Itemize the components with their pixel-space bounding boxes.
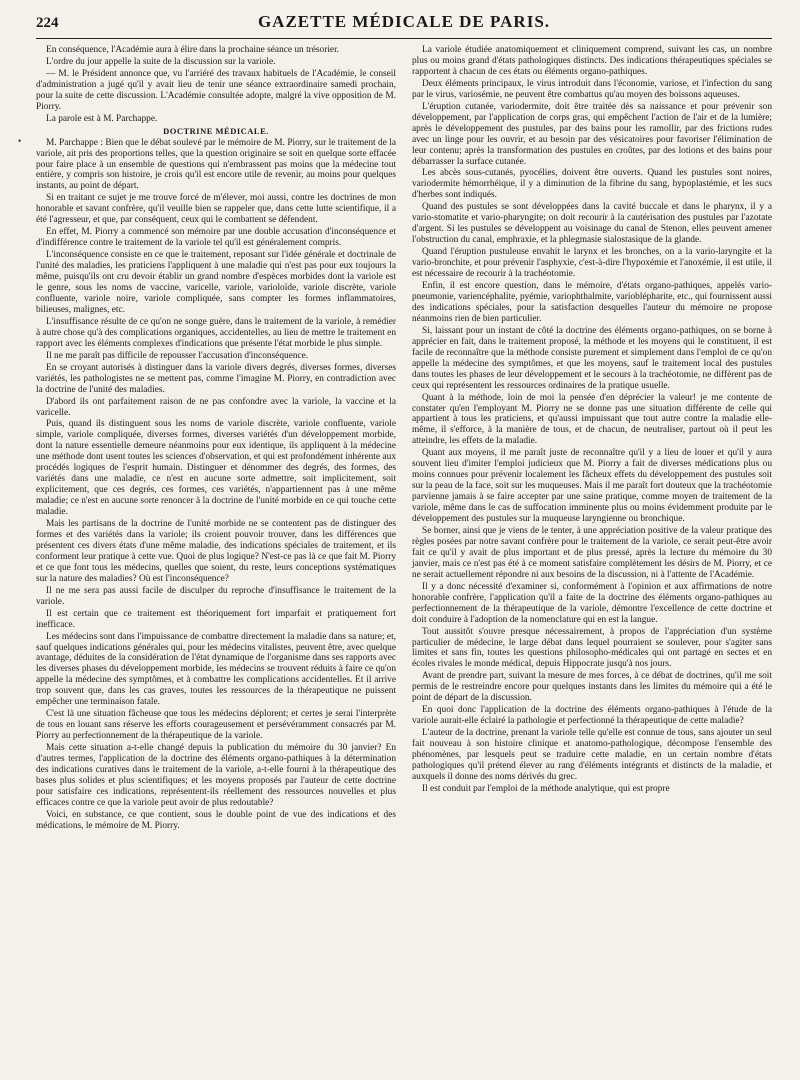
paragraph: Voici, en substance, ce que contient, sous le double point de vue des indications et des médications, le mémoire de M. Piorry. xyxy=(36,809,396,831)
paragraph: Deux éléments principaux, le virus introduit dans l'économie, variose, et l'infection du sang par le virus, variosémie, ne peuvent être combattus qu'au moyen des boissons aqueuses. xyxy=(412,78,772,100)
paragraph: D'abord ils ont parfaitement raison de ne pas confondre avec la variole, la vaccine et la varicelle. xyxy=(36,396,396,418)
paragraph: Si en traitant ce sujet je me trouve forcé de m'élever, moi aussi, contre les doctrines de mon honorable et savant confrère, qu'il veuille bien se rappeler que, dans cette lutte scientifique, il a été l'agresseur, et que, par conséquent, ceux qui le combattent se défendent. xyxy=(36,193,396,226)
paragraph: Il ne me paraît pas difficile de repousser l'accusation d'inconséquence. xyxy=(46,350,309,361)
paragraph: Les abcès sous-cutanés, pyocélies, doivent être ouverts. Quand les pustules sont noires, variodermite hémorrhéique, il y a diminution de la fibrine du sang, hypoplastémie, et les sucs d'herbes sont indiqués. xyxy=(412,168,772,201)
paragraph: Se borner, ainsi que je viens de le tenter, à une appréciation positive de la valeur pratique des règles posées par notre savant confrère pour le traitement de la variole, ce serait peut-être avoir fait ce qu'il y avait de plus important et de plus pressé, après la lecture du mémoire du 30 janvier, mais ce n'est pas été à ce moment satisfaire complètement les désirs de M. Piorry, et ce ne serait actuellement répondre ni aux besoins de la discussion, ni à l'attente de l'Académie. xyxy=(412,525,772,580)
paragraph: Si, laissant pour un instant de côté la doctrine des éléments organo-pathiques, on se borne à apprécier en fait, dans le traitement proposé, la méthode et les moyens qui le constituent, il est facile de reconnaître que la méthode consiste purement et simplement dans l'emploi de ce qu'on appelle la médecine des symptômes, et que les moyens, sauf le traitement local des pustules dans toutes les phases de leur développement et le secours à la trachéotomie, ne diffèrent pas de ceux qui représentent les ressources ordinaires de la pratique usuelle. xyxy=(412,325,772,391)
paragraph: L'ordre du jour appelle la suite de la discussion sur la variole. xyxy=(46,56,276,67)
margin-bullet: • xyxy=(18,136,22,146)
paragraph: La variole étudiée anatomiquement et cliniquement comprend, suivant les cas, un nombre plus ou moins grand d'états pathologiques distincts. Des indications thérapeutiques spéciales se rapportent à chacun de ces états ou éléments organo-pathiques. xyxy=(412,45,772,77)
paragraph: Puis, quand ils distinguent sous les noms de variole discrète, variole confluente, variole simple, variole compliquée, diverses formes, diverses variétés d'un développement morbide, dont la nature essentielle demeure néanmoins pour eux identique, ils appliquent à la médecine une méthode dont usent toutes les sciences d'observation, et qui est profondément inhérente aux procédés logiques de l'esprit humain. Distinguer et dénommer des degrés, des formes, des variétés dans une maladie, ce n'est en aucune sorte admettre, soit implicitement, soit explicitement, que ces degrés, ces formes, ces variétés, n'appartiennent pas à une même maladie; ce n'est en aucune sorte renoncer à la doctrine de l'unité morbide en ce qui touche cette maladie. xyxy=(36,419,396,518)
right-column xyxy=(412,45,772,833)
paragraph: Quant à la méthode, loin de moi la pensée d'en déprécier la valeur! je me contente de constater qu'en l'employant M. Piorry ne se donne pas une situation différente de celle qui appartient à tous les praticiens, et qu'aussi impuissant que tout autre contre la maladie elle-même, il s'efforce, à la manière de tous, et de chacun, de neutraliser, partout où il peut les atteindre, les effets de la maladie. xyxy=(412,392,772,447)
paragraph: Il y a donc nécessité d'examiner si, conformément à l'opinion et aux affirmations de notre honorable confrère, l'application qu'il a faite de la doctrine des éléments organo-pathiques au perfectionnement de la thérapeutique de la variole, démontre l'excellence de cette doctrine et doit conduire à l'adoption de la nomenclature qui en est la langue. xyxy=(412,581,772,625)
paragraph: Quand l'éruption pustuleuse envahit le larynx et les bronches, on a la vario-laryngite et la vario-bronchite, et pour prévenir l'asphyxie, c'est-à-dire l'hypoxémie et l'anoxémie, il est utile, il est nécessaire de recourir à la trachéotomie. xyxy=(412,247,772,280)
paragraph: M. Parchappe : Bien que le débat soulevé par le mémoire de M. Piorry, sur le traitement de la variole, ait pris des proportions telles, que la question originaire se soit en quelque sorte effacée pour faire place à un ensemble de questions qui n'embrassent pas moins que la médecine tout entière, y compris son histoire, je crois qu'il est encore utile de revenir, au moins pour quelques instants, au point de départ. xyxy=(36,137,396,192)
left-column xyxy=(36,45,396,833)
paragraph: Il ne me sera pas aussi facile de disculper du reproche d'insuffisance le traitement de la variole. xyxy=(36,585,396,607)
paragraph: Avant de prendre part, suivant la mesure de mes forces, à ce débat de doctrines, qu'il me soit permis de le restreindre encore pour quelques instants dans les limites du mémoire qui a été le point de départ de la discussion. xyxy=(412,671,772,704)
paragraph: Quand des pustules se sont développées dans la cavité buccale et dans le pharynx, il y a vario-stomatite et vario-pharyngite; on doit recourir à la cautérisation des pustules par l'azotate d'argent. Si les pustules se développent au voisinage du canal de Stenon, elles peuvent amener l'obstruction du canal, emphraxie, et la phlegmasie sialostasique de la glande. xyxy=(412,202,772,246)
paragraph: Mais cette situation a-t-elle changé depuis la publication du mémoire du 30 janvier? En d'autres termes, l'application de la doctrine des éléments organo-pathiques à la détermination des indications curatives dans le traitement de la variole, a-t-elle fourni à la thérapeutique des bases plus solides et plus scientifiques; et les moyens proposés par l'auteur de cette doctrine pour satisfaire ces indications, représentent-ils réellement des ressources nouvelles et plus efficaces contre ce que la variole peut avoir de plus redoutable? xyxy=(36,743,396,808)
page-header xyxy=(36,12,772,39)
paragraph: En se croyant autorisés à distinguer dans la variole divers degrés, diverses formes, diverses variétés, les pathologistes ne se mettent pas, comme l'imagine M. Piorry, en contradiction avec la doctrine de l'unité des maladies. xyxy=(36,362,396,395)
paragraph: Enfin, il est encore question, dans le mémoire, d'états organo-pathiques, appelés vario-pneumonie, variencéphalite, pyémie, variophthalmite, varioblépharite, etc., qui fournissent aussi des indications spéciales, pour la satisfaction desquelles l'auteur du mémoire ne propose néanmoins rien de bien particulier. xyxy=(412,281,772,324)
paragraph: La parole est à M. Parchappe. xyxy=(46,113,158,124)
paragraph: En conséquence, l'Académie aura à élire dans la prochaine séance un trésorier. xyxy=(46,45,340,55)
paragraph: Tout aussitôt s'ouvre presque nécessairement, à propos de l'appréciation d'un système particulier de médecine, le large débat dans lequel pourraient se soulever, pour s'agiter sans limites et sans fin, toutes les questions philosopho-médicales qui ont partagé en sectes et en écoles rivales le monde médical, depuis Hippocrate jusqu'à nos jours. xyxy=(412,626,772,670)
columns xyxy=(36,45,772,833)
paragraph: Les médecins sont dans l'impuissance de combattre directement la maladie dans sa nature; et, sauf quelques indications générales qui, pour les médecins vitalistes, peuvent être, avec quelque avantage, déduites de la considération de l'état dynamique de l'organisme dans ses rapports avec les diverses phases du développement morbide, les médecins se trouvent réduits à faire ce qu'on appelle la médecine des symptômes, et à combattre les complications accidentelles. Et il arrive trop souvent que, dans les cas graves, toutes les ressources de la thérapeutique ne puissent empêcher une terminaison fatale. xyxy=(36,631,396,708)
paragraph: Il est conduit par l'emploi de la méthode analytique, qui est propre xyxy=(422,783,670,794)
paragraph: L'auteur de la doctrine, prenant la variole telle qu'elle est connue de tous, sans ajouter un seul fait nouveau à son histoire clinique et anatomo-pathologique, décompose l'ensemble des phénomènes, par lesquels peut se traduire cette maladie, en un certain nombre d'états pathologiques qu'il prétend élever au rang d'éléments intégrants et distincts de la maladie, et auxquels il donne des noms dérivés du grec. xyxy=(412,728,772,782)
paragraph: L'inconséquence consiste en ce que le traitement, reposant sur l'idée générale et doctrinale de l'unité des maladies, les praticiens l'appliquent à une maladie qui n'est pas pour eux toujours la même, puisqu'ils ont cru devoir établir un grand nombre d'espèces morbides dont la variole est le genre, sous les noms de vaccine, varicelle, variole, varioloïde, variole discrète, variole confluente, variole noire, variole compliquée, sans compter les formes inflammatoires, bilieuses, malignes, etc. xyxy=(36,250,396,315)
paragraph: Il est certain que ce traitement est théoriquement fort imparfait et pratiquement fort inefficace. xyxy=(36,608,396,630)
paragraph: L'insuffisance résulte de ce qu'on ne songe guère, dans le traitement de la variole, à remédier à autre chose qu'à des complications organiques, accidentelles, au lieu de mettre le traitement en rapport avec les éléments complexes d'indications que présente l'état morbide le plus simple. xyxy=(36,316,396,349)
paragraph: Mais les partisans de la doctrine de l'unité morbide ne se contentent pas de distinguer des formes et des variétés dans la variole; ils croient pouvoir trouver, dans les différences que présentent ces divers états d'une même maladie, des indications spéciales de traitement, et ils conforment leur pratique à cette vue. Quoi de plus logique? N'est-ce pas là ce que fait M. Piorry et ce que font tous les médecins, quelles que soient, du reste, leurs conceptions systématiques sur la nature des maladies? Où est l'inconséquence? xyxy=(36,519,396,584)
journal-title: GAZETTE MÉDICALE DE PARIS. xyxy=(257,12,551,31)
paragraph: — M. le Président annonce que, vu l'arriéré des travaux habituels de l'Académie, le conseil d'administration a jugé qu'il y avait lieu de tenir une séance extraordinaire samedi prochain, pour la suite de cette discussion. L'Académie consultée adopte, malgré la vive opposition de M. Piorry. xyxy=(36,68,396,112)
paragraph: En quoi donc l'application de la doctrine des éléments organo-pathiques à l'étude de la variole aurait-elle éclairé la pathologie et perfectionné la thérapeutique de cette maladie? xyxy=(412,705,772,727)
page-number: 224 xyxy=(36,15,59,31)
paragraph: L'éruption cutanée, variodermite, doit être traitée dès sa naissance et pour prévenir son développement, par l'application de corps gras, qui empêchent l'action de l'air et de la lumière; après le développement des pustules, par des bains pour les ramollir, par des frictions rudes avec un linge pour les ouvrir, et au besoin par des vésicatoires pour favoriser l'élimination de leur contenu; après la transformation des pustules en croûtes, par des lotions et des bains pour débarrasser la surface cutanée. xyxy=(412,101,772,167)
paragraph: En effet, M. Piorry a commencé son mémoire par une double accusation d'inconséquence et d'indifférence contre le traitement de la variole tel qu'il est généralement compris. xyxy=(36,227,396,249)
paragraph: C'est là une situation fâcheuse que tous les médecins déplorent; et certes je serai l'interprète de tous en louant sans réserve les efforts courageusement et persévéramment consacrés par M. Piorry au perfectionnement de la thérapeutique de la variole. xyxy=(36,709,396,742)
section-heading: DOCTRINE MÉDICALE. xyxy=(163,125,269,136)
paragraph: Quant aux moyens, il me paraît juste de reconnaître qu'il y a lieu de louer et qu'il y aura souvent lieu d'imiter l'emploi judicieux que M. Piorry a fait de diverses médications plus ou moins connues pour prévenir localement les fâcheux effets du développement des pustules soit sur la peau de la face, soit sur les muqueuses. Mais il me paraît fort douteux que la trachéotomie parvienne jamais à se faire accepter par une saine pratique, comme moyen de traitement de la variole, même dans le cas de suffocation imminente plus ou moins évidemment produite par le développement des pustules sur la muqueuse laryngienne ou bronchique. xyxy=(412,448,772,525)
